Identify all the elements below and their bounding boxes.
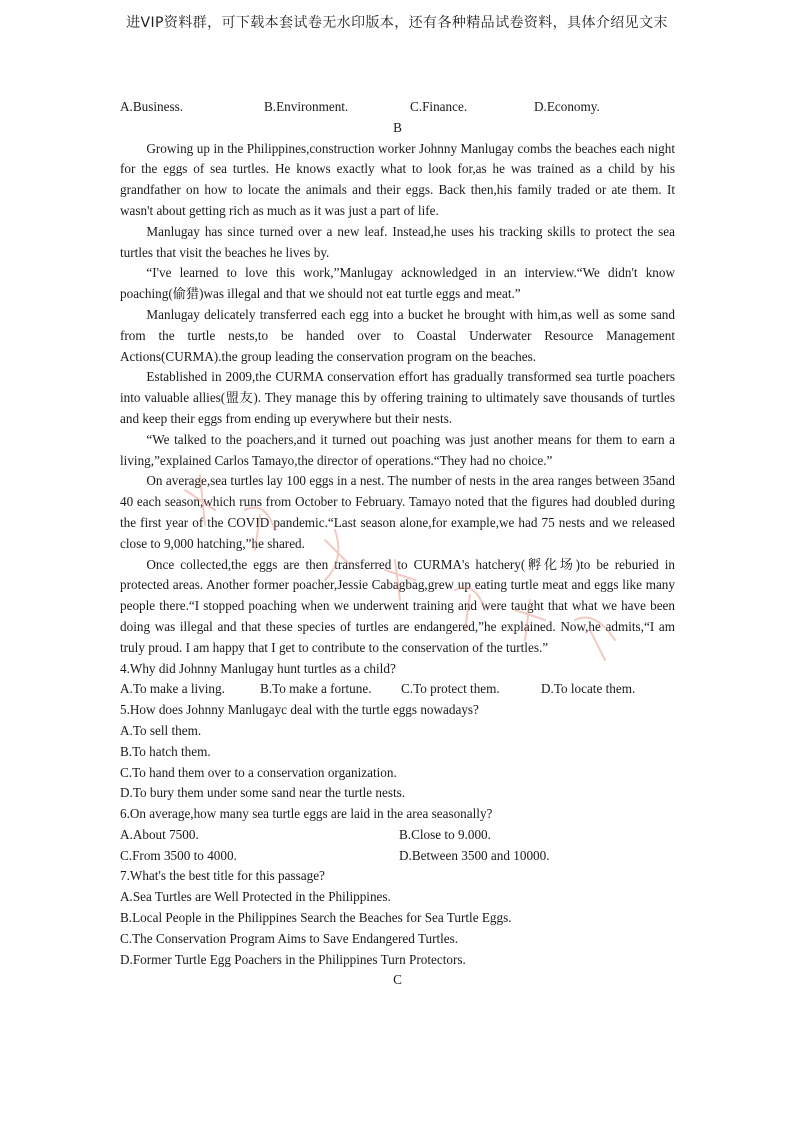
question-4-stem: 4.Why did Johnny Manlugay hunt turtles as a child?: [120, 660, 396, 676]
passage-paragraph: Manlugay has since turned over a new leaf. Instead,he uses his tracking skills to protect the sea turtles that visit the beaches he lives by.: [120, 223, 675, 260]
question-6-options-row-1: [120, 825, 675, 846]
q7-option-d: D.Former Turtle Egg Poachers in the Philippines Turn Protectors.: [120, 951, 466, 967]
question-7-stem: 7.What's the best title for this passage?: [120, 868, 325, 884]
q7-option-c: C.The Conservation Program Aims to Save Endangered Turtles.: [120, 930, 459, 946]
q4-option-c: C.To protect them.: [401, 681, 500, 697]
q4-option-d: D.To locate them.: [541, 681, 636, 697]
q6-option-a: A.About 7500.: [120, 826, 199, 842]
q5-option-d: D.To bury them under some sand near the turtle nests.: [120, 785, 406, 801]
option-a: A.Business.: [120, 99, 184, 114]
q5-option-b: B.To hatch them.: [120, 743, 211, 759]
q5-option-a: A.To sell them.: [120, 722, 202, 738]
q6-option-d: D.Between 3500 and 10000.: [399, 847, 550, 863]
option-b: B.Environment.: [264, 99, 349, 114]
question-4-options: [120, 679, 675, 700]
question-5-stem: 5.How does Johnny Manlugayc deal with the turtle eggs nowadays?: [120, 702, 479, 718]
q5-option-c: C.To hand them over to a conservation organization.: [120, 764, 397, 780]
option-d: D.Economy.: [534, 99, 600, 114]
passage-paragraph: “We talked to the poachers,and it turned out poaching was just another means for them to earn a living,”explained Carlos Tamayo,the director of operations.“They had no choice.”: [120, 431, 675, 468]
question-6-stem: 6.On average,how many sea turtle eggs are laid in the area seasonally?: [120, 806, 493, 822]
section-label-b: B: [393, 119, 402, 135]
passage-paragraph: “I've learned to love this work,”Manlugay acknowledged in an interview.“We didn't know poaching(偷猎)was illegal and that we should not eat turtle eggs and meat.”: [120, 265, 675, 302]
passage-paragraph: On average,sea turtles lay 100 eggs in a nest. The number of nests in the area ranges between 35and 40 each season,which runs from October to February. Tamayo noted that the figures had doubled during the first year of the COVID pandemic.“Last season alone,for example,we had 75 nests and we released close to 9,000 hatching,”he shared.: [120, 473, 675, 551]
q7-option-b: B.Local People in the Philippines Search the Beaches for Sea Turtle Eggs.: [120, 910, 512, 926]
option-c: C.Finance.: [410, 99, 468, 114]
passage-paragraph: Once collected,the eggs are then transferred to CURMA's hatchery(孵化场)to be reburied in protected areas. Another former poacher,Jessie Cabagbag,grew up eating turtle meat and eggs like many people there.“I stopped poaching when we underwent training and were taught that what we have been doing was illegal and that these species of turtles are endangered,”he explained. Now,he admits,“I am truly proud. I am happy that I get to contribute to the conservation of the turtles.”: [120, 556, 675, 655]
passage-paragraph: Manlugay delicately transferred each egg into a bucket he brought with him,as well as some sand from the turtle nests,to be handed over to Coastal Underwater Resource Management Actions(CURMA).the group leading the conservation program on the beaches.: [120, 306, 675, 364]
promo-banner: 进VIP资料群，可下载本套试卷无水印版本，还有各种精品试卷资料，具体介绍见文末: [126, 15, 668, 31]
passage-paragraph: Growing up in the Philippines,construction worker Johnny Manlugay combs the beaches each night for the eggs of sea turtles. He knows exactly what to look for,as he was trained as a child by his grandfather on how to locate the animals and their eggs. Back then,his family traded or ate them. It wasn't about getting rich as much as it was just a part of life.: [120, 140, 675, 218]
q6-option-b: B.Close to 9.000.: [399, 826, 491, 842]
exam-page: [120, 97, 675, 991]
section-label-c: C: [393, 972, 402, 988]
passage-paragraph: Established in 2009,the CURMA conservation effort has gradually transformed sea turtle poachers into valuable allies(盟友). They manage this by offering training to ultimately save thousands of turtles and keep their eggs from ending up everywhere but their nests.: [120, 369, 675, 426]
q6-option-c: C.From 3500 to 4000.: [120, 847, 237, 863]
q4-option-a: A.To make a living.: [120, 681, 225, 697]
question-6-options-row-2: [120, 846, 675, 867]
q7-option-a: A.Sea Turtles are Well Protected in the Philippines.: [120, 889, 391, 905]
q4-option-b: B.To make a fortune.: [260, 681, 372, 697]
previous-question-options: [120, 97, 675, 118]
